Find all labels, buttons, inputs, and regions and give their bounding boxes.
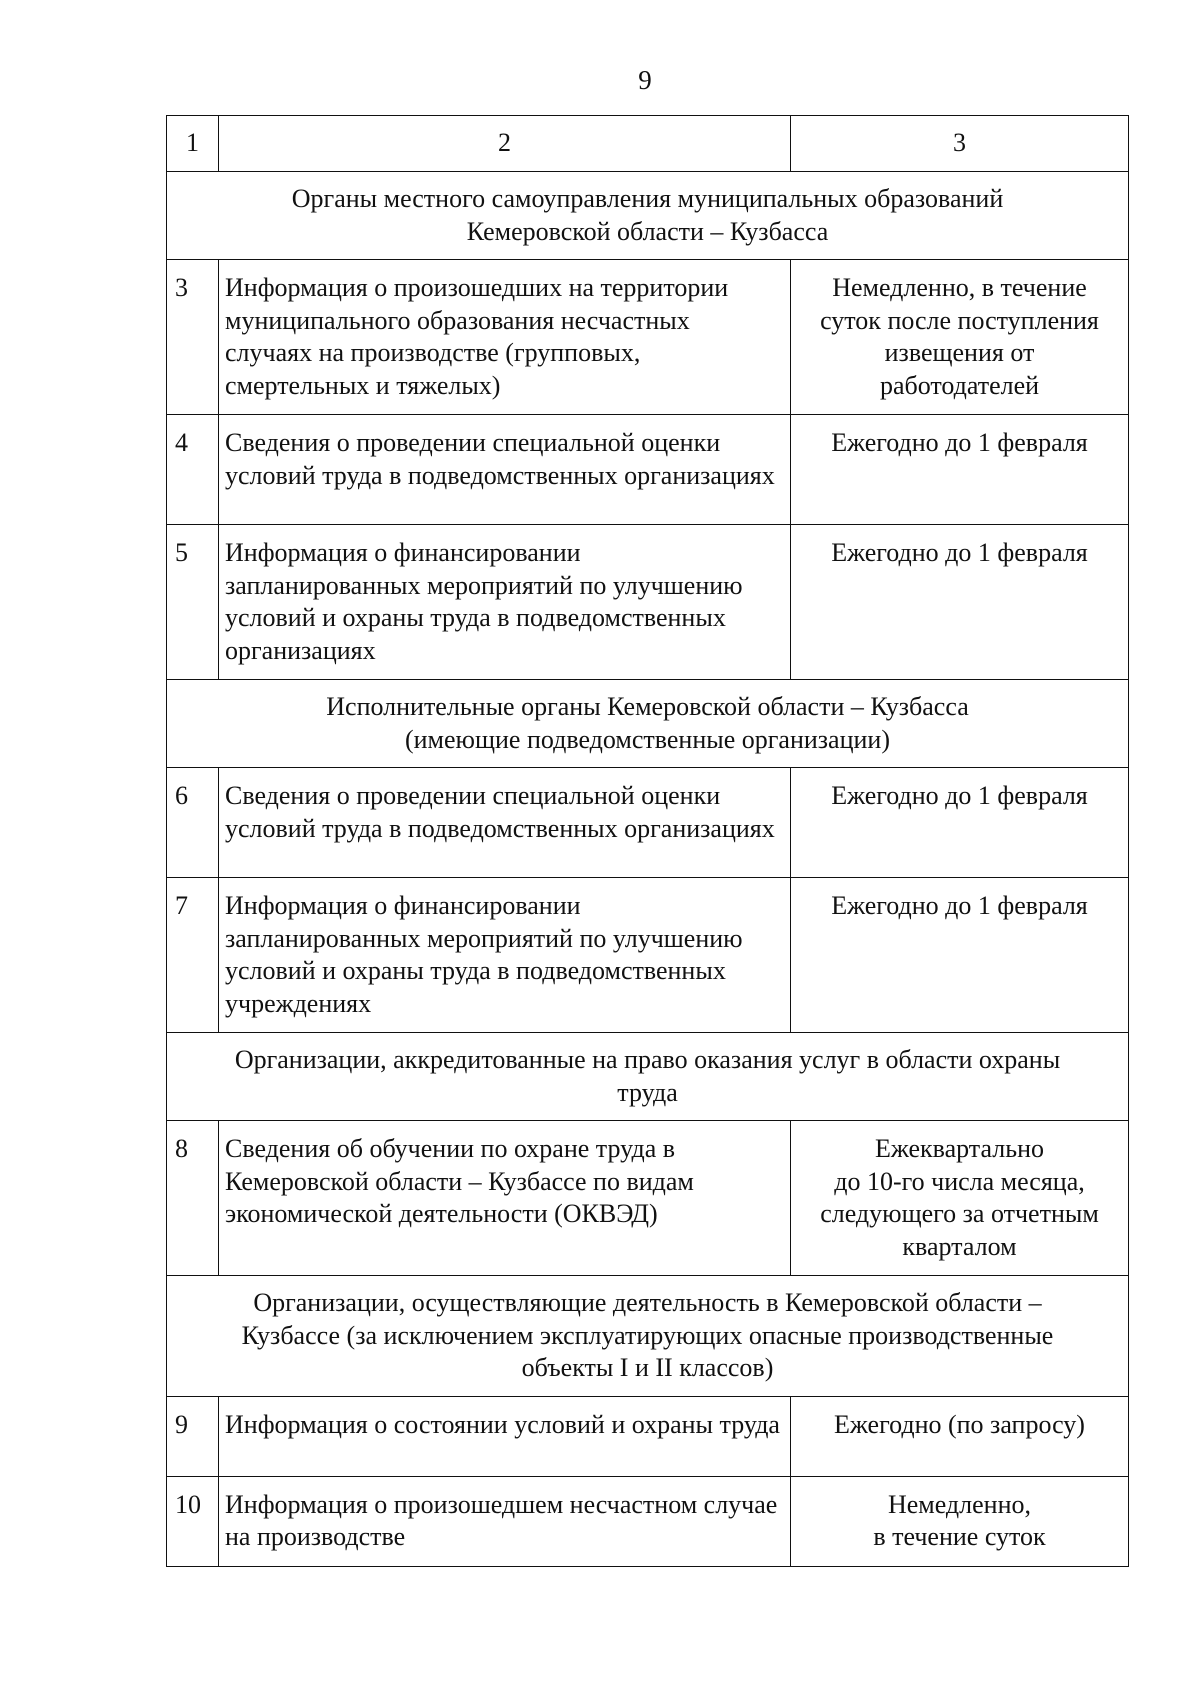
section-heading xyxy=(167,680,1129,768)
section-heading xyxy=(167,172,1129,260)
row-term-line: Ежегодно до 1 февраля xyxy=(831,781,1088,810)
row-term xyxy=(791,415,1129,525)
section-heading-line: Органы местного самоуправления муниципальных образований xyxy=(291,184,1004,213)
row-description: Информация о финансировании запланированных мероприятий по улучшению условий и охраны труда в подведомственных учреждениях xyxy=(219,878,791,1033)
row-term-line: Ежегодно до 1 февраля xyxy=(831,428,1088,457)
page-number: 9 xyxy=(638,65,652,95)
row-description: Информация о произошедшем несчастном случае на производстве xyxy=(219,1476,791,1566)
row-term-line: извещения от xyxy=(884,338,1035,367)
section-heading xyxy=(167,1276,1129,1397)
section-row-operating-organizations xyxy=(167,1276,1129,1397)
row-term-line: Немедленно, xyxy=(887,1489,1032,1519)
row-description: Сведения о проведении специальной оценки условий труда в подведомственных организациях xyxy=(219,415,791,525)
section-heading-line: Кузбассе (за исключением эксплуатирующих опасные производственные xyxy=(241,1320,1054,1350)
section-heading-line: (имеющие подведомственные организации) xyxy=(404,724,890,754)
column-header-row xyxy=(167,116,1129,172)
row-term-line: работодателей xyxy=(879,370,1040,400)
table-row xyxy=(167,260,1129,415)
row-number: 6 xyxy=(167,768,219,878)
row-term-line: Ежеквартально xyxy=(875,1134,1044,1163)
row-term-line: кварталом xyxy=(902,1231,1017,1261)
section-heading-line: Организации, осуществляющие деятельность в Кемеровской области – xyxy=(253,1288,1042,1317)
table-row xyxy=(167,415,1129,525)
row-term xyxy=(791,1121,1129,1276)
row-term-line: суток после поступления xyxy=(820,305,1099,335)
section-row-local-government xyxy=(167,172,1129,260)
section-heading-line: Организации, аккредитованные на право оказания услуг в области охраны xyxy=(234,1045,1061,1074)
row-description: Сведения о проведении специальной оценки условий труда в подведомственных организациях xyxy=(219,768,791,878)
reporting-table xyxy=(166,115,1129,1567)
row-term-line: Ежегодно до 1 февраля xyxy=(831,891,1088,920)
row-number: 7 xyxy=(167,878,219,1033)
table-row xyxy=(167,525,1129,680)
row-term xyxy=(791,878,1129,1033)
section-row-accredited-organizations xyxy=(167,1033,1129,1121)
row-term-line: до 10-го числа месяца, xyxy=(834,1166,1085,1196)
column-header-term: 3 xyxy=(791,116,1129,172)
table-row xyxy=(167,1476,1129,1566)
row-term-line: Немедленно, в течение xyxy=(832,273,1087,302)
row-description: Сведения об обучении по охране труда в Кемеровской области – Кузбассе по видам экономической деятельности (ОКВЭД) xyxy=(219,1121,791,1276)
table-row xyxy=(167,1121,1129,1276)
row-term-line: следующего за отчетным xyxy=(820,1199,1099,1228)
row-term xyxy=(791,1396,1129,1476)
row-term-line: Ежегодно (по запросу) xyxy=(834,1409,1085,1439)
row-term xyxy=(791,260,1129,415)
row-description: Информация о состоянии условий и охраны труда xyxy=(219,1396,791,1476)
table-row xyxy=(167,878,1129,1033)
row-description: Информация о финансировании запланированных мероприятий по улучшению условий и охраны труда в подведомственных организациях xyxy=(219,525,791,680)
section-heading-line: Кемеровской области – Кузбасса xyxy=(466,216,829,246)
row-number: 5 xyxy=(167,525,219,680)
section-row-executive-bodies xyxy=(167,680,1129,768)
table-row xyxy=(167,768,1129,878)
row-term-line: в течение суток xyxy=(873,1522,1046,1551)
row-number: 3 xyxy=(167,260,219,415)
row-number: 4 xyxy=(167,415,219,525)
section-heading-line: труда xyxy=(617,1077,678,1107)
column-header-description: 2 xyxy=(219,116,791,172)
section-heading-line: Исполнительные органы Кемеровской области – Кузбасса xyxy=(326,692,969,721)
row-description: Информация о произошедших на территории муниципального образования несчастных случаях на производстве (групповых, смертельных и тяжелых) xyxy=(219,260,791,415)
table-row xyxy=(167,1396,1129,1476)
row-number: 9 xyxy=(167,1396,219,1476)
row-term xyxy=(791,1476,1129,1566)
section-heading xyxy=(167,1033,1129,1121)
row-number: 10 xyxy=(167,1476,219,1566)
row-term-line: Ежегодно до 1 февраля xyxy=(831,538,1088,567)
row-number: 8 xyxy=(167,1121,219,1276)
column-header-number: 1 xyxy=(167,116,219,172)
section-heading-line: объекты I и II классов) xyxy=(521,1353,774,1382)
row-term xyxy=(791,768,1129,878)
row-term xyxy=(791,525,1129,680)
